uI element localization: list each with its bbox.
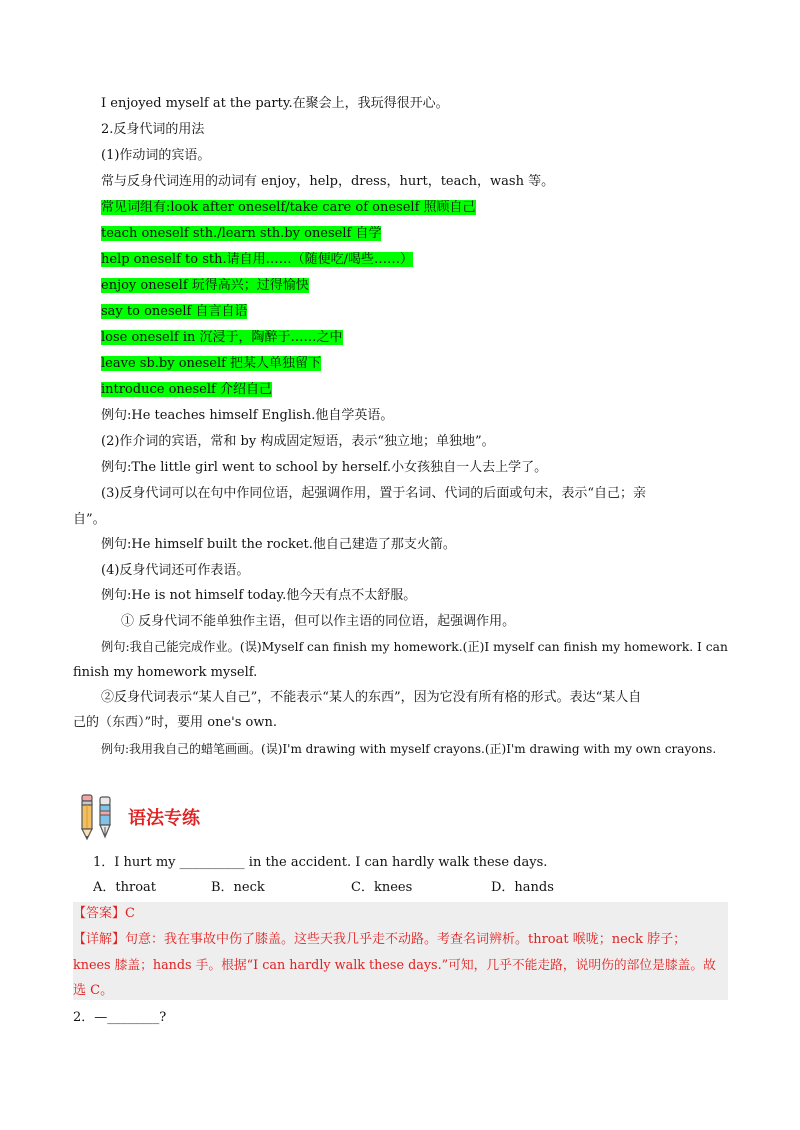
note-line: 己的（东西）”时，要用 one's own. xyxy=(73,715,278,730)
question-stem: 2．—________? xyxy=(73,1010,167,1025)
highlighted-phrase: 常见词组有:look after oneself/take care of oneself 照顾自己 xyxy=(101,200,476,215)
text-line: 2.反身代词的用法 xyxy=(101,122,205,137)
text-line: (1)作动词的宾语。 xyxy=(101,148,211,163)
pencil-icon xyxy=(76,793,124,841)
example-line: 例句:He teaches himself English.他自学英语。 xyxy=(101,408,394,423)
explanation-line: 【详解】句意：我在事故中伤了膝盖。这些天我几乎走不动路。考查名词辨析。throat 喉咙；neck 脖子； xyxy=(73,932,687,947)
option-d: D．hands xyxy=(491,880,554,895)
text-line: 自”。 xyxy=(73,512,106,527)
text-line: (3)反身代词可以在句中作同位语，起强调作用，置于名词、代词的后面或句末，表示“自己；亲 xyxy=(101,486,647,501)
highlighted-phrase: introduce oneself 介绍自己 xyxy=(101,382,272,397)
text-line: I enjoyed myself at the party.在聚会上，我玩得很开心。 xyxy=(101,96,449,111)
note-line: ① 反身代词不能单独作主语，但可以作主语的同位语，起强调作用。 xyxy=(121,614,516,629)
highlighted-phrase: teach oneself sth./learn sth.by oneself 自学 xyxy=(101,226,382,241)
section-title: 语法专练 xyxy=(128,808,200,829)
explanation-line: 选 C。 xyxy=(73,983,114,998)
note-line: ②反身代词表示“某人自己”，不能表示“某人的东西”，因为它没有所有格的形式。表达“某人自 xyxy=(101,690,642,705)
highlighted-phrase: say to oneself 自言自语 xyxy=(101,304,248,319)
example-line: 例句:我用我自己的蜡笔画画。(误)I'm drawing with myself crayons.(正)I'm drawing with my own crayons. xyxy=(101,742,717,756)
answer-line: 【答案】C xyxy=(73,906,135,921)
answer-box xyxy=(73,902,728,1000)
option-b: B．neck xyxy=(211,880,265,895)
highlighted-phrase: help oneself to sth.请自用……（随便吃/喝些……） xyxy=(101,252,414,267)
text-line: 常与反身代词连用的动词有 enjoy，help，dress，hurt，teach，wash 等。 xyxy=(101,174,555,189)
explanation-line: knees 膝盖；hands 手。根据“I can hardly walk these days.”可知，几乎不能走路，说明伤的部位是膝盖。故 xyxy=(73,958,716,973)
example-line: 例句:我自己能完成作业。(误)Myself can finish my homework.(正)I myself can finish my homework. I can xyxy=(101,640,728,654)
example-line: 例句:He himself built the rocket.他自己建造了那支火箭。 xyxy=(101,537,456,552)
question-stem: 1．I hurt my __________ in the accident. I can hardly walk these days. xyxy=(93,855,548,870)
highlighted-phrase: leave sb.by oneself 把某人单独留下 xyxy=(101,356,322,371)
option-a: A．throat xyxy=(93,880,157,895)
text-line: (2)作介词的宾语，常和 by 构成固定短语，表示“独立地；单独地”。 xyxy=(101,434,495,449)
example-line: 例句:He is not himself today.他今天有点不太舒服。 xyxy=(101,588,417,603)
text-line: (4)反身代词还可作表语。 xyxy=(101,563,250,578)
option-c: C．knees xyxy=(351,880,413,895)
example-line: 例句:The little girl went to school by herself.小女孩独自一人去上学了。 xyxy=(101,460,548,475)
highlighted-phrase: lose oneself in 沉浸于，陶醉于……之中 xyxy=(101,330,343,345)
example-line: finish my homework myself. xyxy=(73,665,258,680)
highlighted-phrase: enjoy oneself 玩得高兴；过得愉快 xyxy=(101,278,309,293)
